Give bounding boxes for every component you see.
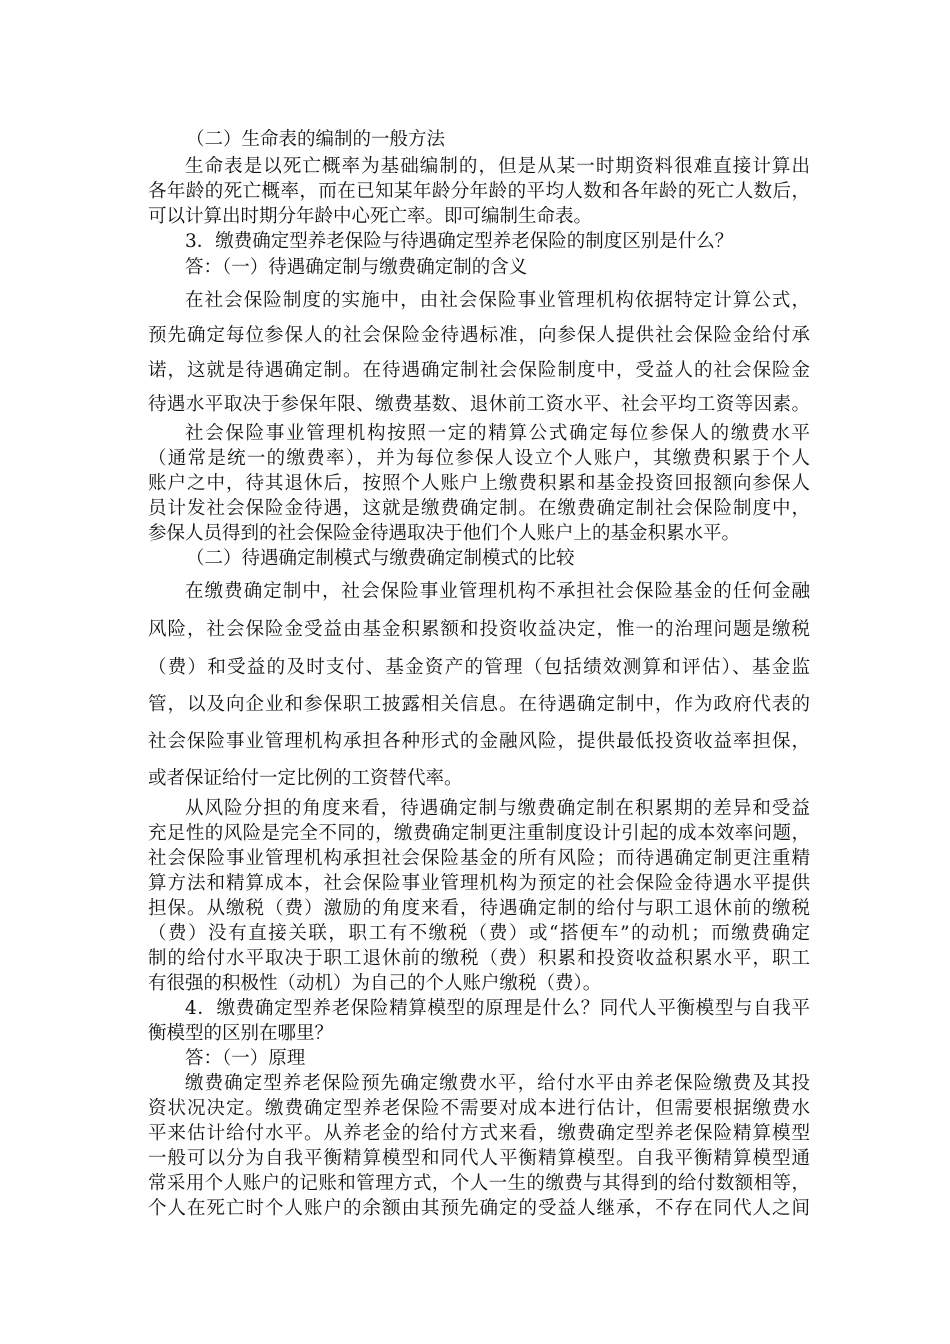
paragraph-line: 充足性的风险是完全不同的，缴费确定制更注重制度设计引起的成本效率问题， — [148, 823, 810, 844]
paragraph-line: 缴费确定型养老保险预先确定缴费水平，给付水平由养老保险缴费及其投 — [185, 1073, 810, 1094]
paragraph-line: 各年龄的死亡概率，而在已知某年龄分年龄的平均人数和各年龄的死亡人数后， — [148, 181, 810, 202]
paragraph-line: 资状况决定。缴费确定型养老保险不需要对成本进行估计，但需要根据缴费水 — [148, 1098, 810, 1119]
question-4-continued: 衡模型的区别在哪里？ — [148, 1023, 334, 1044]
paragraph-line: 诺，这就是待遇确定制。在待遇确定制社会保险制度中，受益人的社会保险金 — [148, 360, 810, 381]
paragraph-line: 生命表是以死亡概率为基础编制的，但是从某一时期资料很难直接计算出 — [185, 156, 810, 177]
paragraph-line: 平来估计给付水平。从养老金的给付方式来看，缴费确定型养老保险精算模型 — [148, 1123, 810, 1144]
paragraph-line: （通常是统一的缴费率），并为每位参保人设立个人账户，其缴费积累于个人 — [148, 448, 810, 469]
paragraph-line: 有很强的积极性（动机）为自己的个人账户缴税（费）。 — [148, 973, 602, 994]
answer-3-heading: 答：（一）待遇确定制与缴费确定制的含义 — [185, 257, 528, 278]
paragraph-line: 在社会保险制度的实施中，由社会保险事业管理机构依据特定计算公式， — [185, 290, 810, 311]
paragraph-line: 员计发社会保险金待遇，这就是缴费确定制。在缴费确定制社会保险制度中， — [148, 498, 810, 519]
paragraph-line: 预先确定每位参保人的社会保险金待遇标准，向参保人提供社会保险金给付承 — [148, 325, 810, 346]
paragraph-line: 待遇水平取决于参保年限、缴费基数、退休前工资水平、社会平均工资等因素。 — [148, 394, 810, 415]
paragraph-line: 算方法和精算成本，社会保险事业管理机构为预定的社会保险金待遇水平提供 — [148, 873, 810, 894]
paragraph-line: （费）没有直接关联，职工有不缴税（费）或“搭便车”的动机；而缴费确定 — [148, 923, 810, 944]
section-heading-comparison: （二）待遇确定制模式与缴费确定制模式的比较 — [186, 548, 575, 569]
question-4: 4．缴费确定型养老保险精算模型的原理是什么？同代人平衡模型与自我平 — [185, 998, 810, 1019]
paragraph-line: 制的给付水平取决于职工退休前的缴税（费）积累和投资收益积累水平，职工 — [148, 948, 810, 969]
paragraph-line: 社会保险事业管理机构承担社会保险基金的所有风险；而待遇确定制更注重精 — [148, 848, 810, 869]
paragraph-line: 一般可以分为自我平衡精算模型和同代人平衡精算模型。自我平衡精算模型通 — [148, 1148, 810, 1169]
paragraph-line: 管，以及向企业和参保职工披露相关信息。在待遇确定制中，作为政府代表的 — [148, 694, 810, 715]
paragraph-line: 可以计算出时期分年龄中心死亡率。即可编制生命表。 — [148, 206, 593, 227]
answer-4-heading: 答：（一）原理 — [185, 1048, 306, 1069]
paragraph-line: 常采用个人账户的记账和管理方式，个人一生的缴费与其得到的给付数额相等， — [148, 1173, 810, 1194]
paragraph-line: （费）和受益的及时支付、基金资产的管理（包括绩效测算和评估）、基金监 — [148, 657, 810, 678]
paragraph-line: 参保人员得到的社会保险金待遇取决于他们个人账户上的基金积累水平。 — [148, 523, 741, 544]
paragraph-line: 社会保险事业管理机构承担各种形式的金融风险，提供最低投资收益率担保， — [148, 731, 810, 752]
paragraph-line: 社会保险事业管理机构按照一定的精算公式确定每位参保人的缴费水平 — [185, 423, 810, 444]
paragraph-line: 个人在死亡时个人账户的余额由其预先确定的受益人继承，不存在同代人之间 — [148, 1198, 810, 1219]
paragraph-line: 担保。从缴税（费）激励的角度来看，待遇确定制的给付与职工退休前的缴税 — [148, 898, 810, 919]
section-heading-life-table-method: （二）生命表的编制的一般方法 — [186, 129, 446, 150]
paragraph-line: 风险，社会保险金受益由基金积累额和投资收益决定，惟一的治理问题是缴税 — [148, 619, 810, 640]
paragraph-line: 从风险分担的角度来看，待遇确定制与缴费确定制在积累期的差异和受益 — [185, 798, 810, 819]
paragraph-line: 账户之中，待其退休后，按照个人账户上缴费积累和基金投资回报额向参保人 — [148, 473, 810, 494]
paragraph-line: 在缴费确定制中，社会保险事业管理机构不承担社会保险基金的任何金融 — [185, 581, 810, 602]
question-3: 3．缴费确定型养老保险与待遇确定型养老保险的制度区别是什么？ — [185, 231, 734, 252]
paragraph-line: 或者保证给付一定比例的工资替代率。 — [148, 768, 463, 789]
